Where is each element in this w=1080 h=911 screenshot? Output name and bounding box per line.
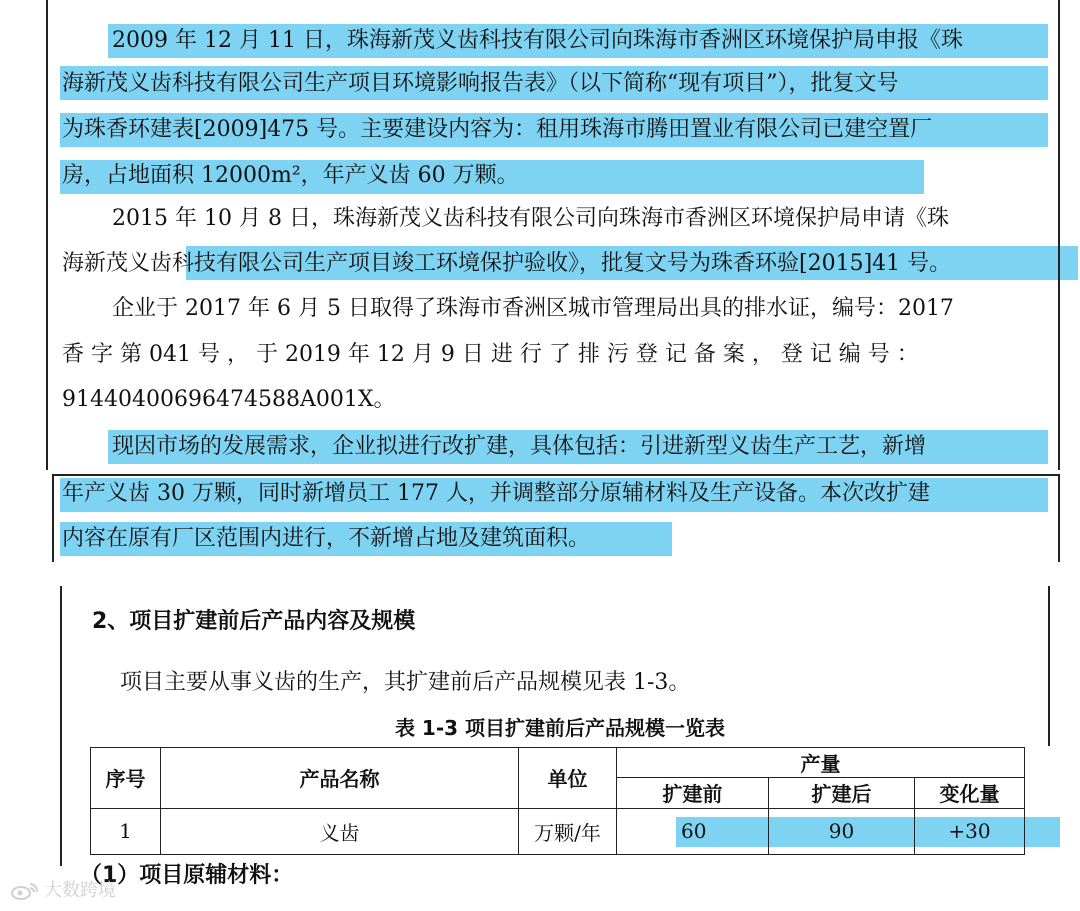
watermark-text: 大数跨境	[44, 880, 116, 901]
subheading: （1）项目原辅材料：	[80, 863, 294, 888]
paragraph-line: 香 字 第 041 号 ， 于 2019 年 12 月 9 日 进 行 了 排 污 登 记 备 案 ， 登 记 编 号 ：	[62, 342, 919, 367]
paragraph-line: 年产义齿 30 万颗，同时新增员工 177 人，并调整部分原辅材料及生产设备。本次改扩建	[62, 481, 930, 506]
cell-index: 1	[91, 808, 161, 854]
header-output: 产量	[617, 748, 1025, 778]
section-heading: 2、项目扩建前后产品内容及规模	[92, 609, 416, 634]
paragraph-line: 房，占地面积 12000m²，年产义齿 60 万颗。	[62, 163, 519, 188]
paragraph-line: 企业于 2017 年 6 月 5 日取得了珠海市香洲区城市管理局出具的排水证，编号：2017	[112, 296, 954, 321]
border-line	[46, 0, 48, 470]
header-product-name: 产品名称	[161, 748, 519, 809]
cell-change: +30	[915, 808, 1025, 854]
paragraph-line: 海新茂义齿科技有限公司生产项目环境影响报告表》（以下简称“现有项目”），批复文号	[62, 71, 899, 96]
cell-before: 60	[617, 808, 769, 854]
paragraph-line: 2009 年 12 月 11 日，珠海新茂义齿科技有限公司向珠海市香洲区环境保护局申报《珠	[112, 28, 963, 53]
table-caption: 表 1-3 项目扩建前后产品规模一览表	[394, 716, 726, 740]
header-before-expansion: 扩建前	[617, 778, 769, 808]
product-scale-table	[90, 747, 1025, 855]
header-change: 变化量	[915, 778, 1025, 808]
header-index: 序号	[91, 748, 161, 809]
paragraph-line: 91440400696474588A001X。	[62, 387, 396, 412]
border-line	[52, 474, 1060, 476]
border-line	[1058, 0, 1060, 470]
paragraph-line: 内容在原有厂区范围内进行，不新增占地及建筑面积。	[62, 526, 591, 551]
paragraph-line: 海新茂义齿科技有限公司生产项目竣工环境保护验收》，批复文号为珠香环验[2015]41 号。	[62, 251, 952, 276]
paragraph-line: 现因市场的发展需求，企业拟进行改扩建，具体包括：引进新型义齿生产工艺，新增	[112, 434, 927, 459]
table-row	[91, 808, 1025, 854]
weibo-logo-icon	[10, 881, 40, 901]
watermark	[10, 876, 116, 902]
cell-product-name: 义齿	[161, 808, 519, 854]
header-after-expansion: 扩建后	[769, 778, 915, 808]
border-line	[1058, 474, 1060, 562]
cell-unit: 万颗/年	[519, 808, 617, 854]
section-text: 项目主要从事义齿的生产，其扩建前后产品规模见表 1-3。	[120, 670, 691, 695]
paragraph-line: 2015 年 10 月 8 日，珠海新茂义齿科技有限公司向珠海市香洲区环境保护局申请《珠	[112, 206, 949, 231]
cell-after: 90	[769, 808, 915, 854]
paragraph-line: 为珠香环建表[2009]475 号。主要建设内容为：租用珠海市腾田置业有限公司已建空置厂	[62, 117, 933, 142]
border-line	[52, 474, 54, 562]
header-unit: 单位	[519, 748, 617, 809]
